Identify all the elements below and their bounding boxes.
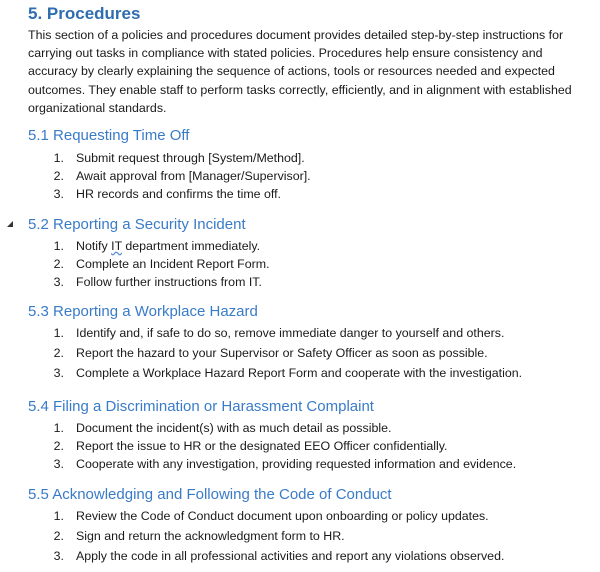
list-text: Review the Code of Conduct document upon onboarding or policy updates. [76, 509, 489, 523]
list-item[interactable] [0, 437, 600, 455]
list-number: 2. [53, 529, 64, 543]
list-text: Report the hazard to your Supervisor or Safety Officer as soon as possible. [76, 346, 488, 360]
intro-paragraph[interactable]: This section of a policies and procedures document provides detailed step-by-step instructions for carrying out tasks in compliance with stated policies. Procedures help ensure consistency and accuracy by clearly explaining the sequence of actions, tools or resources needed and expected outcomes. They enable staff to perform tasks correctly, efficiently, and in alignment with established organizational standards. [28, 28, 572, 115]
section-heading[interactable]: 5. Procedures [28, 4, 141, 23]
collapse-arrow-icon[interactable] [7, 221, 13, 227]
list-number: 1. [53, 326, 64, 340]
list-text: Apply the code in all professional activities and report any violations observed. [76, 549, 505, 563]
list-text: Submit request through [System/Method]. [76, 151, 305, 165]
list-text: Await approval from [Manager/Supervisor]. [76, 169, 311, 183]
list-number: 2. [53, 346, 64, 360]
list-item[interactable] [0, 255, 600, 273]
list-text [76, 237, 260, 255]
list-item[interactable] [0, 455, 600, 473]
subheading-filing-complaint[interactable]: 5.4 Filing a Discrimination or Harassment Complaint [28, 398, 374, 415]
list-text: Sign and return the acknowledgment form to HR. [76, 529, 345, 543]
list-number: 3. [53, 187, 64, 201]
list-text: HR records and confirms the time off. [76, 187, 281, 201]
list-item[interactable] [0, 527, 600, 545]
list-text: Cooperate with any investigation, providing requested information and evidence. [76, 457, 517, 471]
list-item[interactable] [0, 419, 600, 437]
list-number: 1. [53, 421, 64, 435]
list-text-part: department immediately. [121, 239, 261, 253]
list-item[interactable] [0, 273, 600, 291]
list-item[interactable] [0, 167, 600, 185]
list-item[interactable] [0, 149, 600, 167]
list-number: 1. [53, 509, 64, 523]
list-number: 2. [53, 257, 64, 271]
list-text-part: Notify [76, 239, 112, 253]
list-item[interactable] [0, 185, 600, 203]
subheading-reporting-security-incident[interactable]: 5.2 Reporting a Security Incident [28, 216, 246, 233]
list-number: 1. [53, 151, 64, 165]
list-item[interactable] [0, 237, 600, 255]
list-number: 3. [53, 457, 64, 471]
list-item[interactable] [0, 344, 600, 362]
list-text: Document the incident(s) with as much detail as possible. [76, 421, 392, 435]
list-number: 3. [53, 366, 64, 380]
subheading-reporting-workplace-hazard[interactable]: 5.3 Reporting a Workplace Hazard [28, 303, 258, 320]
list-text: Report the issue to HR or the designated EEO Officer confidentially. [76, 439, 448, 453]
subheading-code-of-conduct[interactable]: 5.5 Acknowledging and Following the Code of Conduct [28, 486, 392, 503]
list-number: 3. [53, 549, 64, 563]
list-text: Complete a Workplace Hazard Report Form and cooperate with the investigation. [76, 366, 523, 380]
list-number: 2. [53, 439, 64, 453]
spellcheck-flagged-word[interactable]: IT [111, 239, 122, 253]
list-text: Complete an Incident Report Form. [76, 257, 270, 271]
list-text: Identify and, if safe to do so, remove immediate danger to yourself and others. [76, 326, 505, 340]
list-number: 2. [53, 169, 64, 183]
list-text: Follow further instructions from IT. [76, 275, 262, 289]
list-item[interactable] [0, 324, 600, 342]
list-number: 3. [53, 275, 64, 289]
list-item[interactable] [0, 547, 600, 565]
list-number: 1. [53, 239, 64, 253]
subheading-requesting-time-off[interactable]: 5.1 Requesting Time Off [28, 127, 190, 144]
list-item[interactable] [0, 507, 600, 525]
list-item[interactable] [0, 364, 600, 382]
